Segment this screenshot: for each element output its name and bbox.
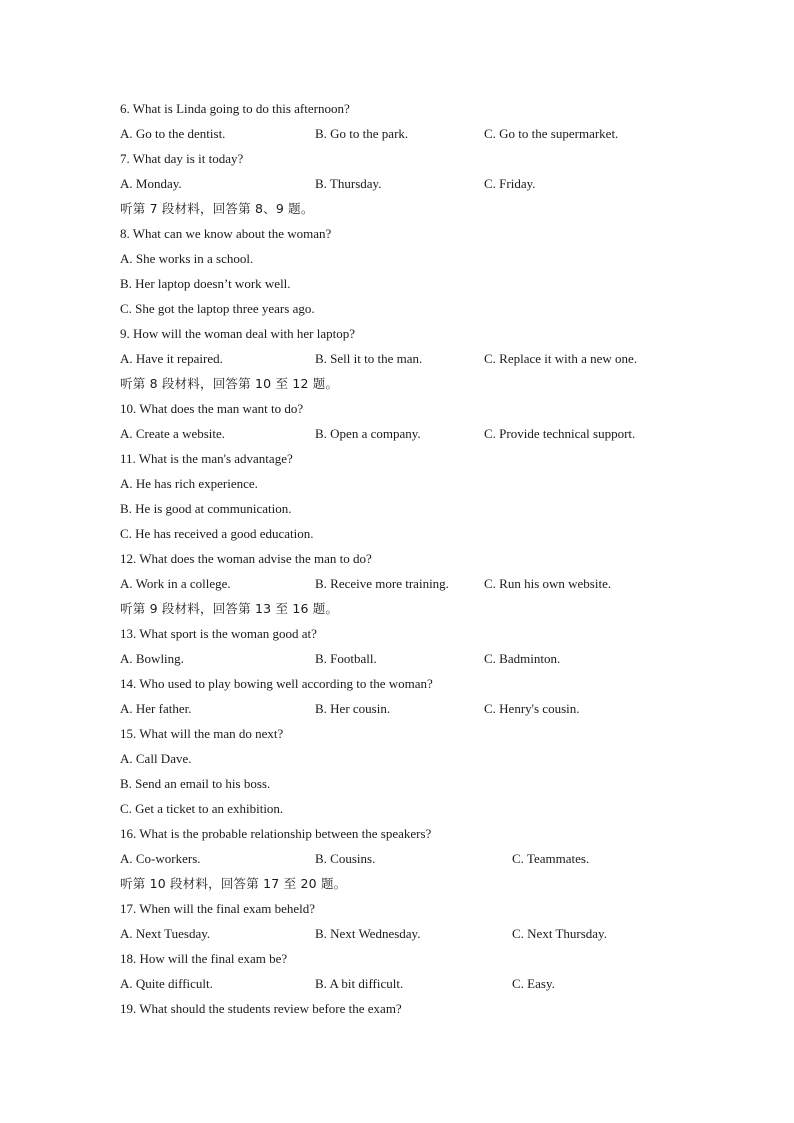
option-a: A. Quite difficult.: [120, 976, 213, 991]
option-line: A. He has rich experience.: [120, 476, 258, 491]
option-line: C. He has received a good education.: [120, 526, 314, 541]
option-line: B. He is good at communication.: [120, 501, 292, 516]
section-instruction: 听第 7 段材料，回答第 8、9 题。: [120, 201, 314, 216]
question-text: 17. When will the final exam beheld?: [120, 901, 316, 916]
option-line: C. She got the laptop three years ago.: [120, 301, 315, 316]
option-c: C. Run his own website.: [484, 576, 612, 591]
option-line: C. Get a ticket to an exhibition.: [120, 801, 284, 816]
option-c: C. Provide technical support.: [484, 426, 636, 441]
option-a: A. Co-workers.: [120, 851, 201, 866]
section-instruction: 听第 9 段材料，回答第 13 至 16 题。: [120, 601, 339, 616]
option-b: B. Go to the park.: [315, 126, 409, 141]
option-b: B. Receive more training.: [315, 576, 449, 591]
option-c: C. Go to the supermarket.: [484, 126, 619, 141]
section-instruction: 听第 8 段材料，回答第 10 至 12 题。: [120, 376, 339, 391]
question-text: 7. What day is it today?: [120, 151, 244, 166]
question-text: 8. What can we know about the woman?: [120, 226, 332, 241]
option-c: C. Next Thursday.: [512, 926, 607, 941]
option-c: C. Friday.: [484, 176, 536, 191]
question-text: 19. What should the students review before the exam?: [120, 1001, 402, 1016]
options-row: [120, 648, 720, 673]
question-text: 11. What is the man's advantage?: [120, 451, 293, 466]
option-b: B. Next Wednesday.: [315, 926, 421, 941]
question-text: 15. What will the man do next?: [120, 726, 284, 741]
option-line: A. She works in a school.: [120, 251, 254, 266]
question-text: 10. What does the man want to do?: [120, 401, 304, 416]
options-row: [120, 173, 720, 198]
options-row: [120, 923, 720, 948]
options-row: [120, 973, 720, 998]
option-c: C. Badminton.: [484, 651, 561, 666]
question-text: 14. Who used to play bowing well according to the woman?: [120, 676, 433, 691]
option-b: B. Football.: [315, 651, 377, 666]
document-page: [120, 98, 720, 1023]
option-b: B. Her cousin.: [315, 701, 391, 716]
option-b: B. Open a company.: [315, 426, 421, 441]
options-row: [120, 348, 720, 373]
question-text: 9. How will the woman deal with her laptop?: [120, 326, 356, 341]
options-row: [120, 123, 720, 148]
option-c: C. Easy.: [512, 976, 555, 991]
option-a: A. Create a website.: [120, 426, 226, 441]
option-b: B. Cousins.: [315, 851, 376, 866]
options-row: [120, 573, 720, 598]
option-line: B. Send an email to his boss.: [120, 776, 271, 791]
question-text: 16. What is the probable relationship between the speakers?: [120, 826, 432, 841]
option-b: B. Thursday.: [315, 176, 382, 191]
option-a: A. Next Tuesday.: [120, 926, 211, 941]
option-a: A. Go to the dentist.: [120, 126, 226, 141]
option-a: A. Work in a college.: [120, 576, 231, 591]
option-c: C. Henry's cousin.: [484, 701, 580, 716]
section-instruction: 听第 10 段材料，回答第 17 至 20 题。: [120, 876, 347, 891]
question-text: 6. What is Linda going to do this afternoon?: [120, 101, 350, 116]
option-c: C. Replace it with a new one.: [484, 351, 638, 366]
option-a: A. Her father.: [120, 701, 192, 716]
option-a: A. Have it repaired.: [120, 351, 223, 366]
question-text: 12. What does the woman advise the man to do?: [120, 551, 372, 566]
option-line: A. Call Dave.: [120, 751, 192, 766]
option-b: B. A bit difficult.: [315, 976, 404, 991]
option-c: C. Teammates.: [512, 851, 590, 866]
option-line: B. Her laptop doesn’t work well.: [120, 276, 291, 291]
option-a: A. Monday.: [120, 176, 182, 191]
question-text: 18. How will the final exam be?: [120, 951, 288, 966]
question-text: 13. What sport is the woman good at?: [120, 626, 317, 641]
options-row: [120, 423, 720, 448]
options-row: [120, 848, 720, 873]
option-b: B. Sell it to the man.: [315, 351, 423, 366]
option-a: A. Bowling.: [120, 651, 184, 666]
options-row: [120, 698, 720, 723]
